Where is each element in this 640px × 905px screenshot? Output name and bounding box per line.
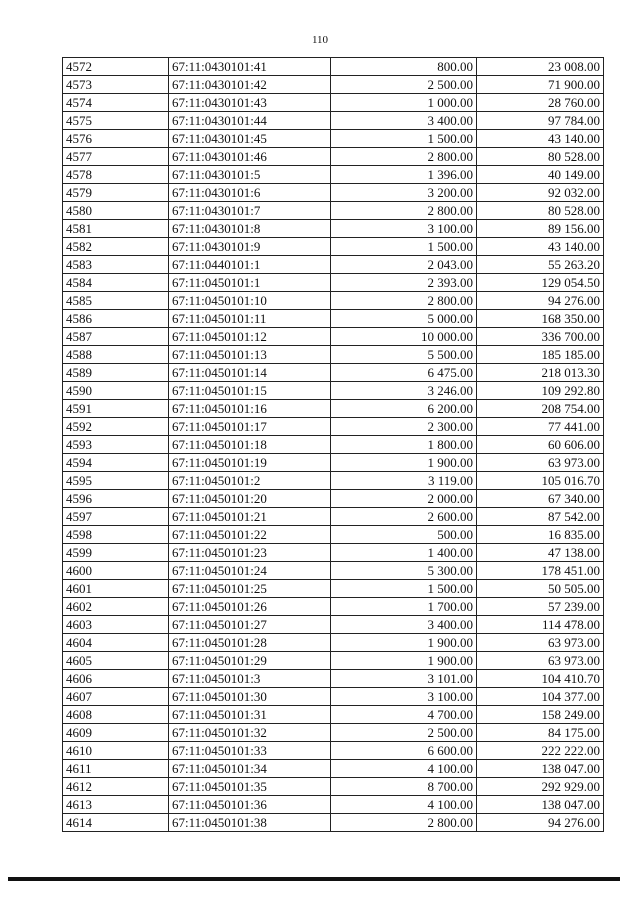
cadastral-number-cell: 67:11:0450101:1 <box>169 274 331 292</box>
area-cell: 2 043.00 <box>331 256 477 274</box>
cadastral-number-cell: 67:11:0450101:11 <box>169 310 331 328</box>
row-number-cell: 4603 <box>63 616 169 634</box>
row-number-cell: 4600 <box>63 562 169 580</box>
area-cell: 4 700.00 <box>331 706 477 724</box>
area-cell: 3 200.00 <box>331 184 477 202</box>
value-cell: 129 054.50 <box>477 274 604 292</box>
value-cell: 104 410.70 <box>477 670 604 688</box>
row-number-cell: 4604 <box>63 634 169 652</box>
row-number-cell: 4612 <box>63 778 169 796</box>
table-row <box>63 256 604 274</box>
cadastral-number-cell: 67:11:0450101:18 <box>169 436 331 454</box>
area-cell: 1 500.00 <box>331 580 477 598</box>
row-number-cell: 4601 <box>63 580 169 598</box>
table-row <box>63 58 604 76</box>
row-number-cell: 4599 <box>63 544 169 562</box>
area-cell: 3 400.00 <box>331 112 477 130</box>
row-number-cell: 4596 <box>63 490 169 508</box>
value-cell: 336 700.00 <box>477 328 604 346</box>
value-cell: 80 528.00 <box>477 202 604 220</box>
table-row <box>63 184 604 202</box>
cadastral-number-cell: 67:11:0430101:43 <box>169 94 331 112</box>
table-row <box>63 688 604 706</box>
row-number-cell: 4598 <box>63 526 169 544</box>
area-cell: 5 300.00 <box>331 562 477 580</box>
area-cell: 2 000.00 <box>331 490 477 508</box>
row-number-cell: 4586 <box>63 310 169 328</box>
table-row <box>63 94 604 112</box>
table-row <box>63 562 604 580</box>
table-body <box>63 58 604 832</box>
cadastral-number-cell: 67:11:0430101:6 <box>169 184 331 202</box>
table-row <box>63 706 604 724</box>
cadastral-number-cell: 67:11:0450101:21 <box>169 508 331 526</box>
value-cell: 292 929.00 <box>477 778 604 796</box>
value-cell: 178 451.00 <box>477 562 604 580</box>
cadastral-number-cell: 67:11:0450101:10 <box>169 292 331 310</box>
area-cell: 1 396.00 <box>331 166 477 184</box>
area-cell: 3 119.00 <box>331 472 477 490</box>
value-cell: 60 606.00 <box>477 436 604 454</box>
row-number-cell: 4609 <box>63 724 169 742</box>
area-cell: 3 400.00 <box>331 616 477 634</box>
cadastral-number-cell: 67:11:0450101:13 <box>169 346 331 364</box>
bottom-rule <box>8 877 620 881</box>
cadastral-number-cell: 67:11:0450101:22 <box>169 526 331 544</box>
cadastral-number-cell: 67:11:0450101:3 <box>169 670 331 688</box>
page-number: 110 <box>311 34 329 46</box>
table-row <box>63 778 604 796</box>
value-cell: 114 478.00 <box>477 616 604 634</box>
table-row <box>63 796 604 814</box>
value-cell: 28 760.00 <box>477 94 604 112</box>
table-row <box>63 166 604 184</box>
cadastral-number-cell: 67:11:0430101:42 <box>169 76 331 94</box>
row-number-cell: 4614 <box>63 814 169 832</box>
area-cell: 3 100.00 <box>331 220 477 238</box>
value-cell: 63 973.00 <box>477 652 604 670</box>
area-cell: 1 900.00 <box>331 652 477 670</box>
area-cell: 6 475.00 <box>331 364 477 382</box>
row-number-cell: 4605 <box>63 652 169 670</box>
table-row <box>63 148 604 166</box>
row-number-cell: 4578 <box>63 166 169 184</box>
value-cell: 104 377.00 <box>477 688 604 706</box>
row-number-cell: 4611 <box>63 760 169 778</box>
cadastral-number-cell: 67:11:0430101:9 <box>169 238 331 256</box>
table-row <box>63 328 604 346</box>
cadastral-number-cell: 67:11:0450101:36 <box>169 796 331 814</box>
table-row <box>63 112 604 130</box>
table-row <box>63 292 604 310</box>
row-number-cell: 4602 <box>63 598 169 616</box>
value-cell: 222 222.00 <box>477 742 604 760</box>
value-cell: 55 263.20 <box>477 256 604 274</box>
cadastral-number-cell: 67:11:0430101:45 <box>169 130 331 148</box>
table-row <box>63 310 604 328</box>
area-cell: 6 200.00 <box>331 400 477 418</box>
table-row <box>63 472 604 490</box>
row-number-cell: 4589 <box>63 364 169 382</box>
row-number-cell: 4574 <box>63 94 169 112</box>
cadastral-number-cell: 67:11:0450101:38 <box>169 814 331 832</box>
area-cell: 1 900.00 <box>331 634 477 652</box>
table-row <box>63 526 604 544</box>
cadastral-number-cell: 67:11:0450101:20 <box>169 490 331 508</box>
cadastral-number-cell: 67:11:0450101:28 <box>169 634 331 652</box>
area-cell: 800.00 <box>331 58 477 76</box>
row-number-cell: 4575 <box>63 112 169 130</box>
area-cell: 2 800.00 <box>331 148 477 166</box>
cadastral-number-cell: 67:11:0430101:5 <box>169 166 331 184</box>
value-cell: 16 835.00 <box>477 526 604 544</box>
table-row <box>63 652 604 670</box>
value-cell: 97 784.00 <box>477 112 604 130</box>
cadastral-number-cell: 67:11:0450101:2 <box>169 472 331 490</box>
cadastral-number-cell: 67:11:0450101:34 <box>169 760 331 778</box>
cadastral-number-cell: 67:11:0430101:41 <box>169 58 331 76</box>
row-number-cell: 4613 <box>63 796 169 814</box>
cadastral-number-cell: 67:11:0430101:46 <box>169 148 331 166</box>
value-cell: 40 149.00 <box>477 166 604 184</box>
cadastral-number-cell: 67:11:0450101:32 <box>169 724 331 742</box>
value-cell: 77 441.00 <box>477 418 604 436</box>
row-number-cell: 4584 <box>63 274 169 292</box>
table-row <box>63 382 604 400</box>
area-cell: 1 500.00 <box>331 130 477 148</box>
table-row <box>63 742 604 760</box>
value-cell: 218 013.30 <box>477 364 604 382</box>
area-cell: 2 500.00 <box>331 76 477 94</box>
area-cell: 3 100.00 <box>331 688 477 706</box>
area-cell: 1 000.00 <box>331 94 477 112</box>
value-cell: 89 156.00 <box>477 220 604 238</box>
row-number-cell: 4585 <box>63 292 169 310</box>
area-cell: 5 000.00 <box>331 310 477 328</box>
value-cell: 105 016.70 <box>477 472 604 490</box>
area-cell: 2 800.00 <box>331 292 477 310</box>
value-cell: 208 754.00 <box>477 400 604 418</box>
area-cell: 1 700.00 <box>331 598 477 616</box>
area-cell: 2 800.00 <box>331 814 477 832</box>
row-number-cell: 4587 <box>63 328 169 346</box>
value-cell: 158 249.00 <box>477 706 604 724</box>
row-number-cell: 4608 <box>63 706 169 724</box>
value-cell: 138 047.00 <box>477 796 604 814</box>
cadastral-number-cell: 67:11:0450101:23 <box>169 544 331 562</box>
row-number-cell: 4582 <box>63 238 169 256</box>
table-row <box>63 508 604 526</box>
cadastral-number-cell: 67:11:0450101:33 <box>169 742 331 760</box>
row-number-cell: 4594 <box>63 454 169 472</box>
table-row <box>63 724 604 742</box>
row-number-cell: 4590 <box>63 382 169 400</box>
table-row <box>63 544 604 562</box>
area-cell: 1 800.00 <box>331 436 477 454</box>
row-number-cell: 4588 <box>63 346 169 364</box>
value-cell: 109 292.80 <box>477 382 604 400</box>
table-row <box>63 202 604 220</box>
table-row <box>63 76 604 94</box>
row-number-cell: 4606 <box>63 670 169 688</box>
row-number-cell: 4576 <box>63 130 169 148</box>
cadastral-number-cell: 67:11:0450101:12 <box>169 328 331 346</box>
value-cell: 94 276.00 <box>477 292 604 310</box>
row-number-cell: 4577 <box>63 148 169 166</box>
row-number-cell: 4580 <box>63 202 169 220</box>
row-number-cell: 4572 <box>63 58 169 76</box>
cadastral-number-cell: 67:11:0430101:44 <box>169 112 331 130</box>
area-cell: 3 246.00 <box>331 382 477 400</box>
row-number-cell: 4595 <box>63 472 169 490</box>
table-row <box>63 346 604 364</box>
row-number-cell: 4583 <box>63 256 169 274</box>
value-cell: 80 528.00 <box>477 148 604 166</box>
value-cell: 63 973.00 <box>477 454 604 472</box>
row-number-cell: 4592 <box>63 418 169 436</box>
value-cell: 84 175.00 <box>477 724 604 742</box>
area-cell: 3 101.00 <box>331 670 477 688</box>
value-cell: 94 276.00 <box>477 814 604 832</box>
value-cell: 92 032.00 <box>477 184 604 202</box>
table-row <box>63 814 604 832</box>
area-cell: 10 000.00 <box>331 328 477 346</box>
row-number-cell: 4573 <box>63 76 169 94</box>
cadastral-number-cell: 67:11:0450101:26 <box>169 598 331 616</box>
row-number-cell: 4593 <box>63 436 169 454</box>
area-cell: 5 500.00 <box>331 346 477 364</box>
table-row <box>63 274 604 292</box>
cadastral-number-cell: 67:11:0450101:19 <box>169 454 331 472</box>
area-cell: 1 500.00 <box>331 238 477 256</box>
table-row <box>63 454 604 472</box>
cadastral-number-cell: 67:11:0450101:14 <box>169 364 331 382</box>
area-cell: 500.00 <box>331 526 477 544</box>
table-row <box>63 400 604 418</box>
area-cell: 2 800.00 <box>331 202 477 220</box>
cadastral-number-cell: 67:11:0450101:27 <box>169 616 331 634</box>
cadastral-value-table <box>62 57 604 832</box>
area-cell: 1 900.00 <box>331 454 477 472</box>
value-cell: 43 140.00 <box>477 130 604 148</box>
table-row <box>63 490 604 508</box>
value-cell: 43 140.00 <box>477 238 604 256</box>
row-number-cell: 4610 <box>63 742 169 760</box>
cadastral-number-cell: 67:11:0450101:17 <box>169 418 331 436</box>
cadastral-number-cell: 67:11:0450101:29 <box>169 652 331 670</box>
table-row <box>63 670 604 688</box>
row-number-cell: 4591 <box>63 400 169 418</box>
value-cell: 87 542.00 <box>477 508 604 526</box>
table-row <box>63 616 604 634</box>
cadastral-number-cell: 67:11:0450101:31 <box>169 706 331 724</box>
table-row <box>63 436 604 454</box>
value-cell: 63 973.00 <box>477 634 604 652</box>
row-number-cell: 4579 <box>63 184 169 202</box>
value-cell: 67 340.00 <box>477 490 604 508</box>
area-cell: 8 700.00 <box>331 778 477 796</box>
cadastral-number-cell: 67:11:0450101:30 <box>169 688 331 706</box>
area-cell: 1 400.00 <box>331 544 477 562</box>
cadastral-number-cell: 67:11:0450101:15 <box>169 382 331 400</box>
table-row <box>63 364 604 382</box>
value-cell: 47 138.00 <box>477 544 604 562</box>
table-row <box>63 580 604 598</box>
cadastral-number-cell: 67:11:0430101:7 <box>169 202 331 220</box>
value-cell: 138 047.00 <box>477 760 604 778</box>
table-row <box>63 634 604 652</box>
value-cell: 71 900.00 <box>477 76 604 94</box>
area-cell: 4 100.00 <box>331 796 477 814</box>
value-cell: 50 505.00 <box>477 580 604 598</box>
row-number-cell: 4607 <box>63 688 169 706</box>
area-cell: 4 100.00 <box>331 760 477 778</box>
value-cell: 185 185.00 <box>477 346 604 364</box>
cadastral-number-cell: 67:11:0450101:35 <box>169 778 331 796</box>
table-row <box>63 418 604 436</box>
area-cell: 2 600.00 <box>331 508 477 526</box>
cadastral-number-cell: 67:11:0450101:24 <box>169 562 331 580</box>
table-row <box>63 598 604 616</box>
area-cell: 2 500.00 <box>331 724 477 742</box>
row-number-cell: 4581 <box>63 220 169 238</box>
cadastral-number-cell: 67:11:0430101:8 <box>169 220 331 238</box>
value-cell: 23 008.00 <box>477 58 604 76</box>
area-cell: 2 393.00 <box>331 274 477 292</box>
table-row <box>63 238 604 256</box>
value-cell: 57 239.00 <box>477 598 604 616</box>
cadastral-number-cell: 67:11:0450101:16 <box>169 400 331 418</box>
area-cell: 6 600.00 <box>331 742 477 760</box>
area-cell: 2 300.00 <box>331 418 477 436</box>
table-row <box>63 130 604 148</box>
table-row <box>63 220 604 238</box>
row-number-cell: 4597 <box>63 508 169 526</box>
cadastral-number-cell: 67:11:0440101:1 <box>169 256 331 274</box>
cadastral-number-cell: 67:11:0450101:25 <box>169 580 331 598</box>
value-cell: 168 350.00 <box>477 310 604 328</box>
table-row <box>63 760 604 778</box>
